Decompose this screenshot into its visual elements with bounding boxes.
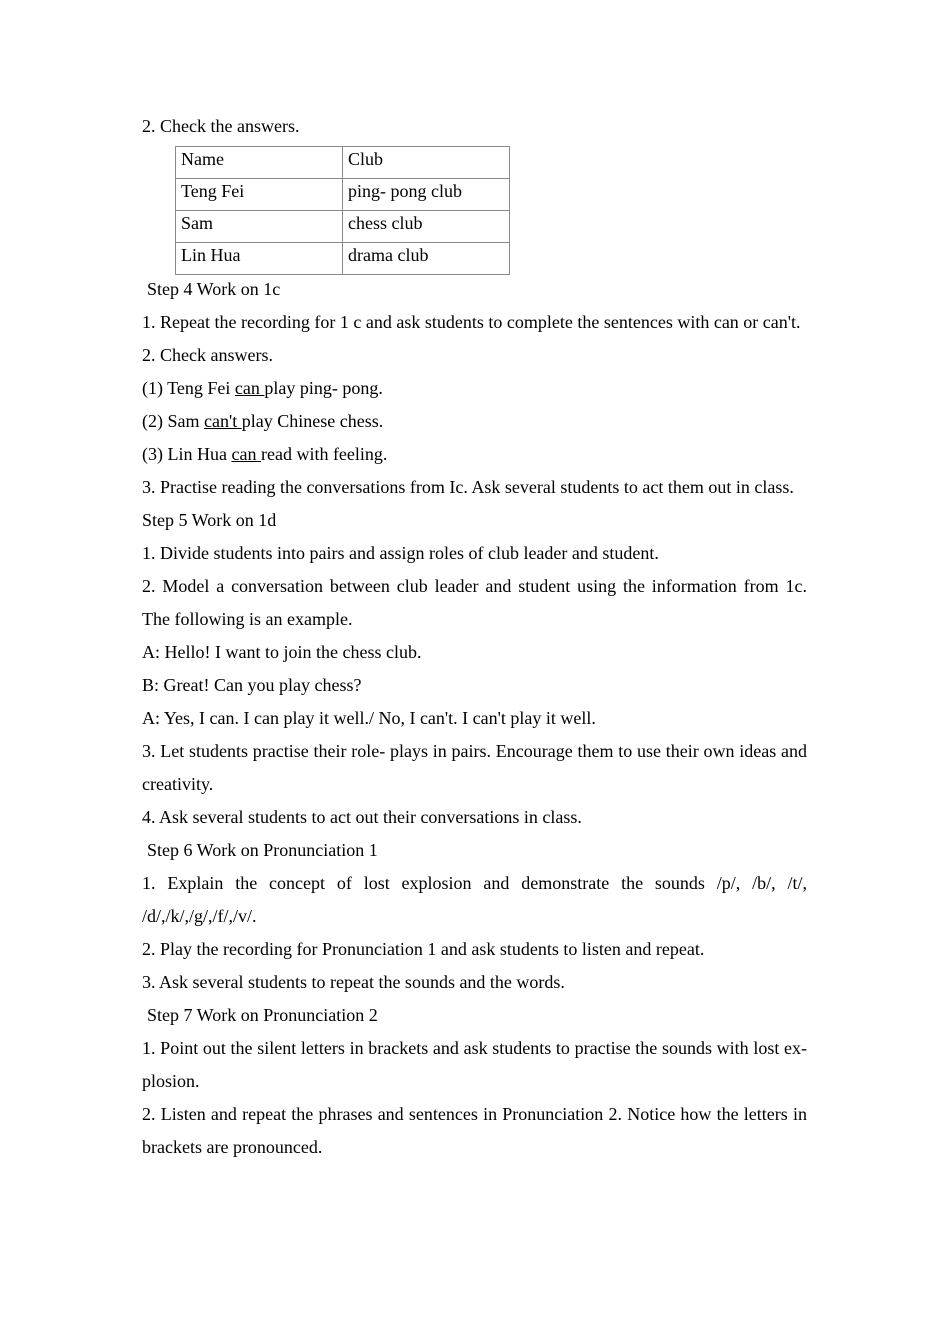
step4-paragraph-1: 1. Repeat the recording for 1 c and ask students to complete the sentences with can or can't. — [142, 312, 801, 332]
step6-heading: Step 6 Work on Pronunciation 1 — [147, 840, 378, 860]
answers-table — [175, 146, 510, 275]
cell-club: chess club — [343, 211, 510, 243]
step6-paragraph-3: 3. Ask several students to repeat the sounds and the words. — [142, 972, 565, 992]
step5-paragraph-1: 1. Divide students into pairs and assign roles of club leader and student. — [142, 543, 659, 563]
table-header-row — [176, 147, 510, 179]
step5-heading: Step 5 Work on 1d — [142, 510, 277, 530]
step4-sentence-3 — [142, 438, 807, 471]
sentence-prefix: (3) Lin Hua — [142, 444, 232, 464]
sentence-suffix: play Chinese chess. — [241, 411, 384, 431]
sentence-prefix: (1) Teng Fei — [142, 378, 235, 398]
dialogue-line-b1: B: Great! Can you play chess? — [142, 675, 362, 695]
step6-paragraph-2: 2. Play the recording for Pronunciation 1 and ask students to listen and repeat. — [142, 939, 705, 959]
step4-paragraph-2: 2. Check answers. — [142, 345, 273, 365]
table-row — [176, 179, 510, 211]
document-page — [142, 110, 807, 1164]
sentence-suffix: play ping- pong. — [264, 378, 383, 398]
intro-line: 2. Check the answers. — [142, 116, 300, 136]
cell-club: ping- pong club — [343, 179, 510, 211]
step5-paragraph-3: 3. Let students practise their role- plays in pairs. Encourage them to use their own ideas and creativity. — [142, 741, 807, 794]
dialogue-line-a1: A: Hello! I want to join the chess club. — [142, 642, 422, 662]
step7-paragraph-1: 1. Point out the silent letters in brackets and ask students to practise the sounds with lost ex- plosion. — [142, 1038, 807, 1091]
header-name: Name — [176, 147, 343, 179]
table-row — [176, 243, 510, 275]
step4-heading: Step 4 Work on 1c — [147, 279, 281, 299]
step4-sentence-1 — [142, 372, 807, 405]
cell-name: Sam — [176, 211, 343, 243]
step4-sentence-2 — [142, 405, 807, 438]
sentence-answer: can — [231, 444, 261, 464]
dialogue-line-a2: A: Yes, I can. I can play it well./ No, I can't. I can't play it well. — [142, 708, 596, 728]
step6-paragraph-1: 1. Explain the concept of lost explosion and demonstrate the sounds /p/, /b/, /t/, /d/,/k/,/g/,/f/,/v/. — [142, 873, 807, 926]
sentence-suffix: read with feeling. — [260, 444, 388, 464]
step7-paragraph-2: 2. Listen and repeat the phrases and sentences in Pronunciation 2. Notice how the letters in brackets are pronounced. — [142, 1104, 807, 1157]
cell-name: Teng Fei — [176, 179, 343, 211]
step4-paragraph-3: 3. Practise reading the conversations from Ic. Ask several students to act them out in class. — [142, 477, 794, 497]
table-row — [176, 211, 510, 243]
cell-club: drama club — [343, 243, 510, 275]
step5-paragraph-2: 2. Model a conversation between club leader and student using the information from 1c. The following is an example. — [142, 576, 807, 629]
header-club: Club — [343, 147, 510, 179]
sentence-prefix: (2) Sam — [142, 411, 204, 431]
sentence-answer: can't — [204, 411, 242, 431]
step5-paragraph-4: 4. Ask several students to act out their conversations in class. — [142, 807, 582, 827]
step7-heading: Step 7 Work on Pronunciation 2 — [147, 1005, 378, 1025]
cell-name: Lin Hua — [176, 243, 343, 275]
sentence-answer: can — [234, 378, 265, 398]
